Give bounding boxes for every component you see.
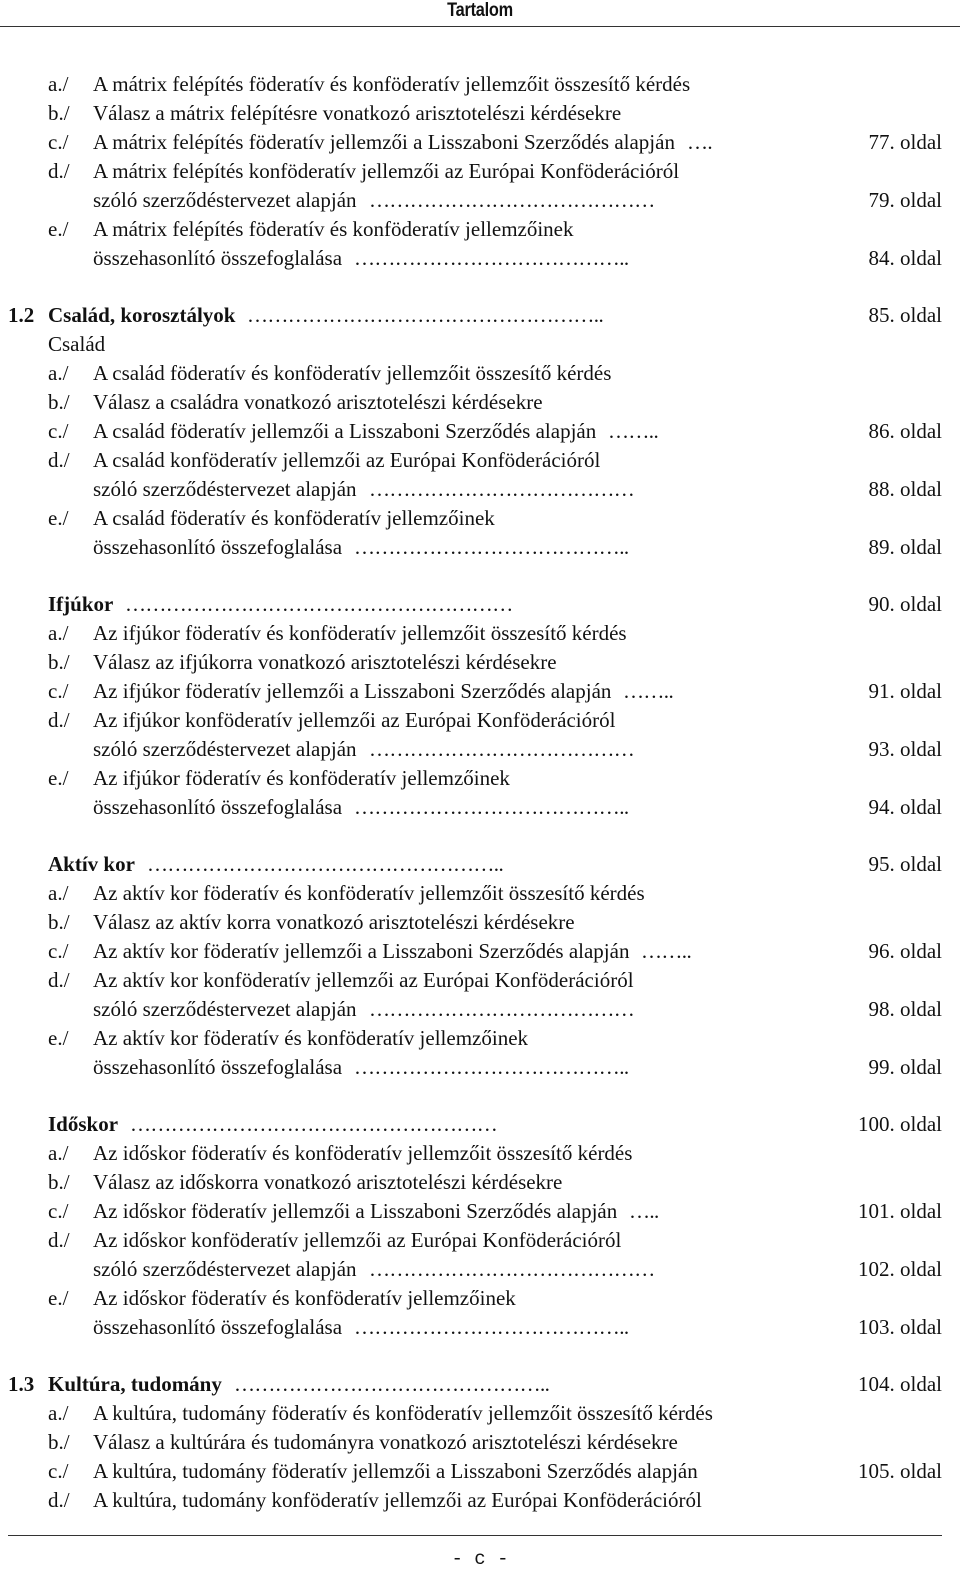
toc-item-text: Az időskor föderatív és konföderatív jellemzőit összesítő kérdés bbox=[93, 1141, 633, 1165]
toc-item-label: a./ bbox=[48, 72, 69, 96]
toc-item-label: d./ bbox=[48, 159, 70, 183]
toc-page-number: 77. oldal bbox=[868, 130, 942, 154]
toc-section-heading bbox=[0, 850, 960, 879]
toc-item-text: összehasonlító összefoglalása bbox=[93, 1055, 343, 1079]
toc-entry bbox=[0, 186, 960, 215]
toc-entry bbox=[0, 128, 960, 157]
toc-item-text: Válasz a mátrix felépítésre vonatkozó arisztotelészi kérdésekre bbox=[93, 101, 622, 125]
toc-leader-dots: …. bbox=[687, 130, 713, 154]
toc-page-number: 85. oldal bbox=[868, 303, 942, 327]
toc-item-text: A mátrix felépítés föderatív és konföderatív jellemzőit összesítő kérdés bbox=[93, 72, 691, 96]
toc-leader-dots: …………………………………………….. bbox=[247, 303, 604, 327]
toc-item-label: a./ bbox=[48, 1141, 69, 1165]
toc-item-text: A mátrix felépítés konföderatív jellemzői az Európai Konföderációról bbox=[93, 159, 680, 183]
toc-item-text: Család, korosztályok bbox=[48, 303, 236, 327]
toc-page-number: 95. oldal bbox=[868, 852, 942, 876]
toc-item-text: Aktív kor bbox=[48, 852, 135, 876]
page-header-title: Tartalom bbox=[447, 0, 513, 21]
toc-item-label: c./ bbox=[48, 130, 69, 154]
toc-item-text: A család föderatív és konföderatív jellemzőinek bbox=[93, 506, 495, 530]
toc-item-text: Ifjúkor bbox=[48, 592, 114, 616]
toc-item-text: A kultúra, tudomány föderatív és konföderatív jellemzőit összesítő kérdés bbox=[93, 1401, 713, 1425]
toc-section-heading bbox=[0, 301, 960, 330]
toc-page-number: 105. oldal bbox=[858, 1459, 942, 1483]
toc-entry bbox=[0, 995, 960, 1024]
toc-leader-dots: ………………………………….. bbox=[354, 535, 629, 559]
toc-entry bbox=[0, 648, 960, 677]
toc-item-label: c./ bbox=[48, 1459, 69, 1483]
toc-item-label: e./ bbox=[48, 1286, 69, 1310]
toc-item-text: összehasonlító összefoglalása bbox=[93, 535, 343, 559]
toc-item-text: szóló szerződéstervezet alapján bbox=[93, 188, 357, 212]
toc-leader-dots: …………………………………… bbox=[369, 1257, 655, 1281]
toc-item-label: d./ bbox=[48, 1488, 70, 1512]
toc-entry bbox=[0, 99, 960, 128]
toc-entry bbox=[0, 1486, 960, 1515]
toc-entry bbox=[0, 1457, 960, 1486]
toc-item-text: Család bbox=[48, 332, 106, 356]
toc-leader-dots: …….. bbox=[608, 419, 659, 443]
toc-entry bbox=[0, 1226, 960, 1255]
toc-page-number: 90. oldal bbox=[868, 592, 942, 616]
toc-page-number: 84. oldal bbox=[868, 246, 942, 270]
toc-entry bbox=[0, 446, 960, 475]
toc-item-label: c./ bbox=[48, 1199, 69, 1223]
toc-item-label: b./ bbox=[48, 910, 70, 934]
toc-section-heading bbox=[0, 1370, 960, 1399]
toc-item-text: Az időskor föderatív jellemzői a Lisszaboni Szerződés alapján bbox=[93, 1199, 618, 1223]
toc-entry bbox=[0, 1139, 960, 1168]
toc-item-text: Az ifjúkor föderatív jellemzői a Lisszaboni Szerződés alapján bbox=[93, 679, 612, 703]
footer-divider bbox=[8, 1535, 942, 1536]
toc-item-text: Az aktív kor föderatív jellemzői a Lisszaboni Szerződés alapján bbox=[93, 939, 630, 963]
toc-item-label: a./ bbox=[48, 361, 69, 385]
toc-item-text: összehasonlító összefoglalása bbox=[93, 795, 343, 819]
toc-section-heading bbox=[0, 590, 960, 619]
toc-item-text: Válasz az aktív korra vonatkozó arisztotelészi kérdésekre bbox=[93, 910, 575, 934]
toc-item-text: A mátrix felépítés föderatív jellemzői a Lisszaboni Szerződés alapján bbox=[93, 130, 675, 154]
toc-item-text: összehasonlító összefoglalása bbox=[93, 1315, 343, 1339]
toc-leader-dots: …….. bbox=[623, 679, 674, 703]
toc-item-text: Az időskor konföderatív jellemzői az Európai Konföderációról bbox=[93, 1228, 622, 1252]
toc-item-label: b./ bbox=[48, 650, 70, 674]
toc-entry bbox=[0, 1399, 960, 1428]
toc-item-text: Válasz az ifjúkorra vonatkozó arisztotelészi kérdésekre bbox=[93, 650, 557, 674]
toc-item-label: b./ bbox=[48, 390, 70, 414]
toc-section-heading bbox=[0, 1110, 960, 1139]
toc-entry bbox=[0, 215, 960, 244]
toc-item-text: A kultúra, tudomány konföderatív jellemzői az Európai Konföderációról bbox=[93, 1488, 702, 1512]
toc-page-number: 101. oldal bbox=[858, 1199, 942, 1223]
header-divider bbox=[0, 26, 960, 27]
toc-page-number: 79. oldal bbox=[868, 188, 942, 212]
toc-page-number: 103. oldal bbox=[858, 1315, 942, 1339]
toc-entry bbox=[0, 70, 960, 99]
toc-entry bbox=[0, 1313, 960, 1342]
toc-leader-dots: ………………………………….. bbox=[354, 246, 629, 270]
toc-item-label: c./ bbox=[48, 939, 69, 963]
toc-item-label: e./ bbox=[48, 766, 69, 790]
toc-page-number: 99. oldal bbox=[868, 1055, 942, 1079]
toc-leader-dots: ……………………………………………… bbox=[130, 1112, 498, 1136]
toc-entry bbox=[0, 764, 960, 793]
toc-item-label: d./ bbox=[48, 448, 70, 472]
toc-leader-dots: …………………………………… bbox=[369, 188, 655, 212]
toc-entry bbox=[0, 619, 960, 648]
toc-entry bbox=[0, 677, 960, 706]
toc-item-text: Időskor bbox=[48, 1112, 119, 1136]
toc-item-text: Az aktív kor föderatív és konföderatív jellemzőit összesítő kérdés bbox=[93, 881, 645, 905]
toc-item-label: b./ bbox=[48, 1430, 70, 1454]
toc-item-text: Az ifjúkor föderatív és konföderatív jellemzőit összesítő kérdés bbox=[93, 621, 627, 645]
toc-page-number: 94. oldal bbox=[868, 795, 942, 819]
toc-page-number: 96. oldal bbox=[868, 939, 942, 963]
toc-entry bbox=[0, 1255, 960, 1284]
toc-item-text: Az ifjúkor konföderatív jellemzői az Európai Konföderációról bbox=[93, 708, 616, 732]
toc-entry bbox=[0, 1284, 960, 1313]
toc-item-label: b./ bbox=[48, 101, 70, 125]
toc-item-text: A család konföderatív jellemzői az Európai Konföderációról bbox=[93, 448, 601, 472]
toc-item-label: e./ bbox=[48, 1026, 69, 1050]
toc-item-text: szóló szerződéstervezet alapján bbox=[93, 997, 357, 1021]
toc-entry bbox=[0, 937, 960, 966]
toc-entry bbox=[0, 475, 960, 504]
toc-item-label: e./ bbox=[48, 217, 69, 241]
toc-page-number: 93. oldal bbox=[868, 737, 942, 761]
toc-page-number: 104. oldal bbox=[858, 1372, 942, 1396]
toc-page-number: 86. oldal bbox=[868, 419, 942, 443]
toc-item-label: d./ bbox=[48, 1228, 70, 1252]
toc-leader-dots: …….. bbox=[641, 939, 692, 963]
toc-entry bbox=[0, 417, 960, 446]
toc-page-number: 98. oldal bbox=[868, 997, 942, 1021]
toc-item-label: d./ bbox=[48, 708, 70, 732]
toc-entry bbox=[0, 388, 960, 417]
toc-page-number: 88. oldal bbox=[868, 477, 942, 501]
toc-section-heading bbox=[0, 330, 960, 359]
toc-entry bbox=[0, 735, 960, 764]
toc-item-text: Az ifjúkor föderatív és konföderatív jellemzőinek bbox=[93, 766, 510, 790]
toc-entry bbox=[0, 966, 960, 995]
toc-item-text: A kultúra, tudomány föderatív jellemzői a Lisszaboni Szerződés alapján bbox=[93, 1459, 698, 1483]
toc-item-label: c./ bbox=[48, 419, 69, 443]
toc-item-text: Az aktív kor konföderatív jellemzői az Európai Konföderációról bbox=[93, 968, 634, 992]
toc-item-text: Az időskor föderatív és konföderatív jellemzőinek bbox=[93, 1286, 516, 1310]
toc-leader-dots: ………………………………………………… bbox=[125, 592, 513, 616]
toc-leader-dots: ….. bbox=[629, 1199, 659, 1223]
toc-item-label: a./ bbox=[48, 881, 69, 905]
toc-item-text: Kultúra, tudomány bbox=[48, 1372, 222, 1396]
toc-entry bbox=[0, 1168, 960, 1197]
toc-item-text: Válasz a családra vonatkozó arisztotelészi kérdésekre bbox=[93, 390, 543, 414]
toc-item-label: b./ bbox=[48, 1170, 70, 1194]
toc-entry bbox=[0, 533, 960, 562]
toc-item-text: A mátrix felépítés föderatív és konföderatív jellemzőinek bbox=[93, 217, 574, 241]
toc-section-number: 1.2 bbox=[8, 303, 35, 327]
toc-item-text: Válasz az időskorra vonatkozó arisztotelészi kérdésekre bbox=[93, 1170, 563, 1194]
toc-item-text: szóló szerződéstervezet alapján bbox=[93, 477, 357, 501]
toc-item-text: A család föderatív és konföderatív jellemzőit összesítő kérdés bbox=[93, 361, 612, 385]
table-of-contents bbox=[0, 70, 960, 1515]
toc-entry bbox=[0, 706, 960, 735]
toc-entry bbox=[0, 157, 960, 186]
toc-leader-dots: ……………………………………….. bbox=[234, 1372, 550, 1396]
toc-entry bbox=[0, 879, 960, 908]
toc-leader-dots: …………………………………………….. bbox=[147, 852, 504, 876]
toc-entry bbox=[0, 1024, 960, 1053]
toc-page-number: 89. oldal bbox=[868, 535, 942, 559]
toc-leader-dots: ………………………………… bbox=[369, 477, 635, 501]
toc-item-text: Válasz a kultúrára és tudományra vonatkozó arisztotelészi kérdésekre bbox=[93, 1430, 678, 1454]
toc-leader-dots: ………………………………….. bbox=[354, 795, 629, 819]
toc-item-text: összehasonlító összefoglalása bbox=[93, 246, 343, 270]
toc-leader-dots: ………………………………… bbox=[369, 997, 635, 1021]
toc-entry bbox=[0, 504, 960, 533]
toc-entry bbox=[0, 1197, 960, 1226]
toc-item-text: Az aktív kor föderatív és konföderatív jellemzőinek bbox=[93, 1026, 529, 1050]
toc-page-number: 100. oldal bbox=[858, 1112, 942, 1136]
toc-entry bbox=[0, 244, 960, 273]
toc-item-text: A család föderatív jellemzői a Lisszaboni Szerződés alapján bbox=[93, 419, 597, 443]
toc-entry bbox=[0, 1428, 960, 1457]
toc-item-label: c./ bbox=[48, 679, 69, 703]
toc-page-number: 102. oldal bbox=[858, 1257, 942, 1281]
toc-entry bbox=[0, 793, 960, 822]
toc-leader-dots: ………………………………… bbox=[369, 737, 635, 761]
toc-entry bbox=[0, 1053, 960, 1082]
toc-item-text: szóló szerződéstervezet alapján bbox=[93, 737, 357, 761]
toc-item-label: e./ bbox=[48, 506, 69, 530]
toc-item-text: szóló szerződéstervezet alapján bbox=[93, 1257, 357, 1281]
toc-item-label: a./ bbox=[48, 1401, 69, 1425]
page-number-marker: - c - bbox=[451, 1548, 509, 1570]
toc-item-label: a./ bbox=[48, 621, 69, 645]
toc-leader-dots: ………………………………….. bbox=[354, 1055, 629, 1079]
toc-entry bbox=[0, 908, 960, 937]
toc-item-label: d./ bbox=[48, 968, 70, 992]
toc-entry bbox=[0, 359, 960, 388]
toc-page-number: 91. oldal bbox=[868, 679, 942, 703]
toc-section-number: 1.3 bbox=[8, 1372, 35, 1396]
toc-leader-dots: ………………………………….. bbox=[354, 1315, 629, 1339]
